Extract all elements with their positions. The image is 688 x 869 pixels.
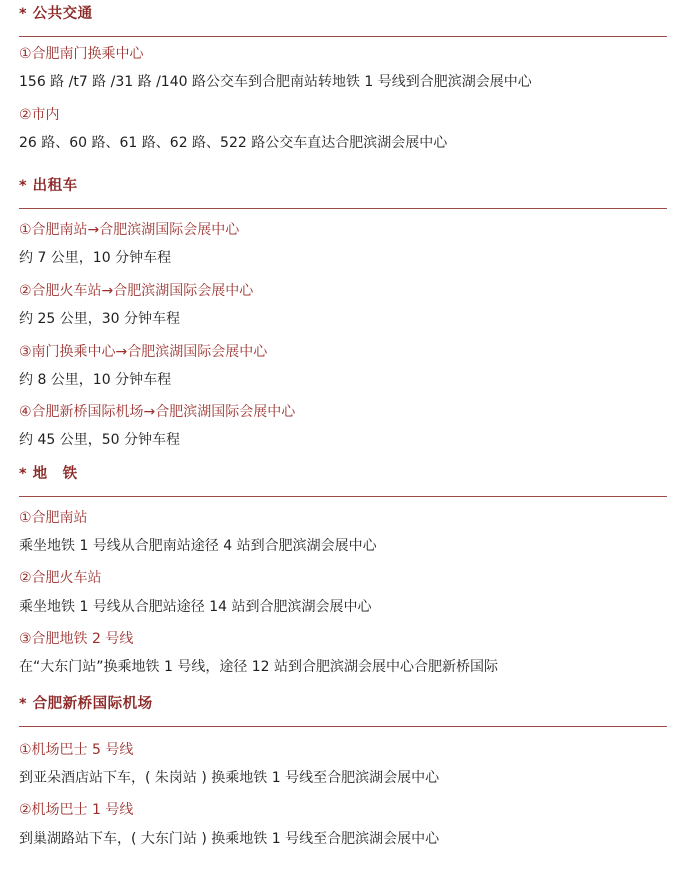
item-description: 乘坐地铁 1 号线从合肥站途径 14 站到合肥滨湖会展中心: [19, 599, 372, 615]
item-heading: ②合肥火车站→合肥滨湖国际会展中心: [19, 283, 254, 299]
section-title: * 出租车: [19, 178, 78, 194]
item-heading: ②合肥火车站: [19, 570, 102, 586]
item-description: 约 45 公里，50 分钟车程: [19, 432, 180, 448]
item-heading: ①机场巴士 5 号线: [19, 742, 134, 758]
item-description: 约 25 公里，30 分钟车程: [19, 311, 180, 327]
section-title: * 地 铁: [19, 466, 78, 482]
item-heading: ③南门换乘中心→合肥滨湖国际会展中心: [19, 344, 268, 360]
item-description: 在“大东门站”换乘地铁 1 号线，途径 12 站到合肥滨湖会展中心合肥新桥国际: [19, 659, 499, 675]
item-description: 乘坐地铁 1 号线从合肥南站途径 4 站到合肥滨湖会展中心: [19, 538, 377, 554]
item-heading: ①合肥南站→合肥滨湖国际会展中心: [19, 222, 240, 238]
item-description: 约 8 公里，10 分钟车程: [19, 372, 172, 388]
item-heading: ②市内: [19, 107, 60, 123]
item-description: 约 7 公里，10 分钟车程: [19, 250, 172, 266]
item-description: 156 路 /t7 路 /31 路 /140 路公交车到合肥南站转地铁 1 号线到合肥滨湖会展中心: [19, 74, 532, 90]
section-divider: [19, 726, 667, 727]
item-heading: ④合肥新桥国际机场→合肥滨湖国际会展中心: [19, 404, 296, 420]
item-description: 到亚朵酒店站下车，( 朱岗站 ) 换乘地铁 1 号线至合肥滨湖会展中心: [19, 770, 440, 786]
item-heading: ①合肥南门换乘中心: [19, 46, 144, 62]
section-title: * 合肥新桥国际机场: [19, 696, 153, 712]
section-taxi: [19, 176, 667, 209]
item-heading: ③合肥地铁 2 号线: [19, 631, 134, 647]
section-title: * 公共交通: [19, 6, 93, 22]
section-divider: [19, 496, 667, 497]
section-public-transit: [19, 4, 667, 37]
item-heading: ①合肥南站: [19, 510, 88, 526]
section-divider: [19, 208, 667, 209]
section-airport: [19, 694, 667, 727]
item-description: 到巢湖路站下车，( 大东门站 ) 换乘地铁 1 号线至合肥滨湖会展中心: [19, 831, 440, 847]
section-metro: [19, 464, 667, 497]
item-description: 26 路、60 路、61 路、62 路、522 路公交车直达合肥滨湖会展中心: [19, 135, 448, 151]
item-heading: ②机场巴士 1 号线: [19, 802, 134, 818]
section-divider: [19, 36, 667, 37]
